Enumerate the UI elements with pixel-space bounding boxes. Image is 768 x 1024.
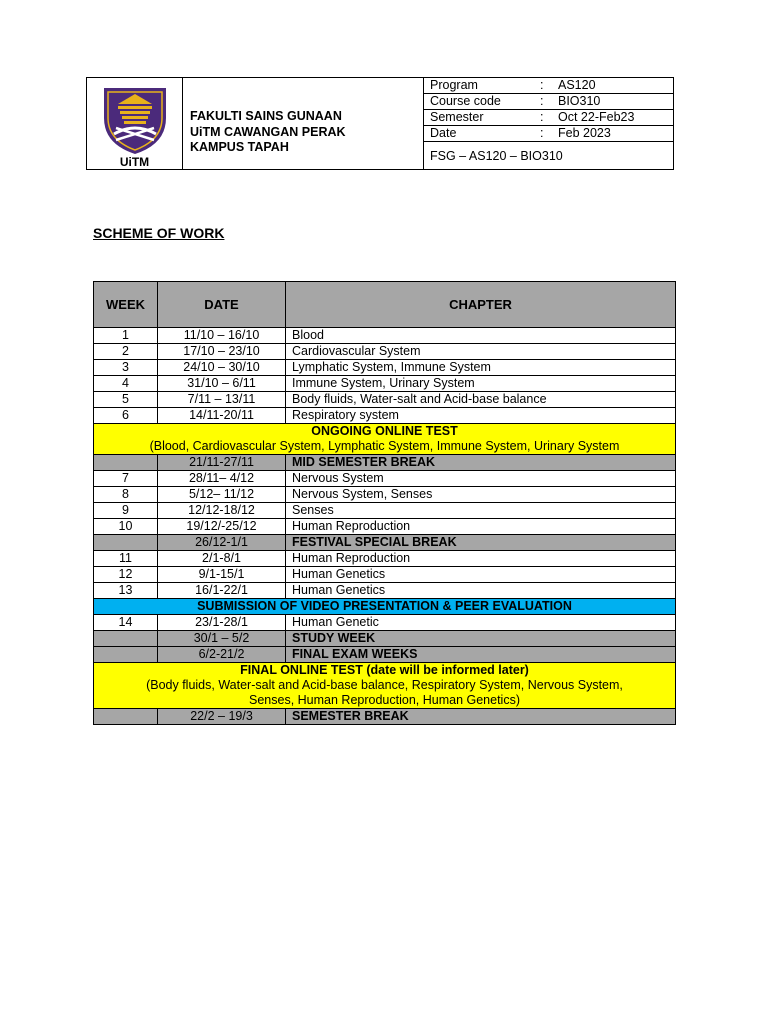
- table-row: [94, 487, 676, 503]
- banner-cell: [94, 599, 676, 615]
- date-cell: 21/11-27/11: [158, 455, 286, 471]
- chapter-cell: Nervous System, Senses: [286, 487, 676, 503]
- banner-line: ONGOING ONLINE TEST: [311, 424, 458, 438]
- faculty-line: FAKULTI SAINS GUNAAN: [190, 109, 342, 123]
- info-key: Date: [430, 126, 457, 140]
- date-cell: 31/10 – 6/11: [158, 376, 286, 392]
- info-sep: :: [540, 126, 544, 140]
- week-cell: 14: [94, 615, 158, 631]
- chapter-cell: Human Genetic: [286, 615, 676, 631]
- date-cell: 16/1-22/1: [158, 583, 286, 599]
- page-title: SCHEME OF WORK: [93, 225, 225, 241]
- chapter-cell: Lymphatic System, Immune System: [286, 360, 676, 376]
- table-header-row: [94, 282, 676, 328]
- banner-row: [94, 424, 676, 455]
- week-cell: [94, 631, 158, 647]
- chapter-cell: Senses: [286, 503, 676, 519]
- date-cell: 9/1-15/1: [158, 567, 286, 583]
- week-cell: 6: [94, 408, 158, 424]
- logo-cell: [87, 78, 183, 170]
- date-cell: 23/1-28/1: [158, 615, 286, 631]
- break-row: [94, 535, 676, 551]
- logo-text: UiTM: [119, 155, 150, 169]
- chapter-cell: Human Genetics: [286, 567, 676, 583]
- week-cell: 4: [94, 376, 158, 392]
- info-row: [424, 110, 674, 126]
- date-cell: 7/11 – 13/11: [158, 392, 286, 408]
- info-value: Feb 2023: [558, 126, 611, 140]
- chapter-cell: Respiratory system: [286, 408, 676, 424]
- banner-row: [94, 599, 676, 615]
- banner-line: (Blood, Cardiovascular System, Lymphatic System, Immune System, Urinary System: [149, 439, 620, 453]
- week-cell: 10: [94, 519, 158, 535]
- chapter-cell: Blood: [286, 328, 676, 344]
- table-row: [94, 503, 676, 519]
- week-cell: 2: [94, 344, 158, 360]
- header-chapter: CHAPTER: [286, 282, 676, 328]
- week-cell: 12: [94, 567, 158, 583]
- date-cell: 28/11– 4/12: [158, 471, 286, 487]
- week-cell: 8: [94, 487, 158, 503]
- week-cell: [94, 647, 158, 663]
- chapter-cell: Human Reproduction: [286, 519, 676, 535]
- date-cell: 11/10 – 16/10: [158, 328, 286, 344]
- info-sep: :: [540, 94, 544, 108]
- table-row: [94, 567, 676, 583]
- info-key: Course code: [430, 94, 501, 108]
- header-date: DATE: [158, 282, 286, 328]
- banner-cell: [94, 424, 676, 455]
- chapter-cell: MID SEMESTER BREAK: [286, 455, 676, 471]
- date-cell: 19/12/-25/12: [158, 519, 286, 535]
- week-cell: 7: [94, 471, 158, 487]
- table-row: [94, 583, 676, 599]
- chapter-cell: Cardiovascular System: [286, 344, 676, 360]
- banner-line: Senses, Human Reproduction, Human Genetics): [249, 693, 520, 707]
- table-row: [94, 551, 676, 567]
- info-key: Semester: [430, 110, 484, 124]
- info-sep: :: [540, 78, 544, 92]
- info-value: AS120: [558, 78, 596, 92]
- faculty-cell: [183, 78, 424, 170]
- chapter-cell: FINAL EXAM WEEKS: [286, 647, 676, 663]
- date-cell: 26/12-1/1: [158, 535, 286, 551]
- date-cell: 17/10 – 23/10: [158, 344, 286, 360]
- chapter-cell: STUDY WEEK: [286, 631, 676, 647]
- banner-cell: [94, 663, 676, 709]
- date-cell: 6/2-21/2: [158, 647, 286, 663]
- chapter-cell: SEMESTER BREAK: [286, 709, 676, 725]
- date-cell: 24/10 – 30/10: [158, 360, 286, 376]
- document-header: [86, 77, 674, 170]
- chapter-cell: Human Genetics: [286, 583, 676, 599]
- chapter-cell: Human Reproduction: [286, 551, 676, 567]
- break-row: [94, 631, 676, 647]
- banner-line: FINAL ONLINE TEST (date will be informed later): [240, 663, 529, 677]
- banner-row: [94, 663, 676, 709]
- info-sep: :: [540, 110, 544, 124]
- table-row: [94, 344, 676, 360]
- week-cell: [94, 455, 158, 471]
- info-row: [424, 78, 674, 94]
- week-cell: 9: [94, 503, 158, 519]
- chapter-cell: Immune System, Urinary System: [286, 376, 676, 392]
- info-value: BIO310: [558, 94, 601, 108]
- week-cell: 1: [94, 328, 158, 344]
- chapter-cell: Body fluids, Water-salt and Acid-base balance: [286, 392, 676, 408]
- date-cell: 14/11-20/11: [158, 408, 286, 424]
- week-cell: [94, 709, 158, 725]
- week-cell: 11: [94, 551, 158, 567]
- break-row: [94, 709, 676, 725]
- date-cell: 22/2 – 19/3: [158, 709, 286, 725]
- chapter-cell: FESTIVAL SPECIAL BREAK: [286, 535, 676, 551]
- table-row: [94, 392, 676, 408]
- break-row: [94, 647, 676, 663]
- uitm-logo: [98, 84, 172, 156]
- info-key: Program: [430, 78, 478, 92]
- week-cell: 5: [94, 392, 158, 408]
- course-info: [424, 78, 674, 170]
- break-row: [94, 455, 676, 471]
- faculty-line: UiTM CAWANGAN PERAK: [190, 125, 346, 139]
- info-row: [424, 94, 674, 110]
- table-row: [94, 615, 676, 631]
- week-cell: [94, 535, 158, 551]
- date-cell: 2/1-8/1: [158, 551, 286, 567]
- week-cell: 3: [94, 360, 158, 376]
- faculty-line: KAMPUS TAPAH: [190, 140, 289, 154]
- table-body: [94, 328, 676, 725]
- header-week: WEEK: [94, 282, 158, 328]
- table-row: [94, 328, 676, 344]
- date-cell: 12/12-18/12: [158, 503, 286, 519]
- table-row: [94, 360, 676, 376]
- table-row: [94, 471, 676, 487]
- banner-line: (Body fluids, Water-salt and Acid-base balance, Respiratory System, Nervous System,: [146, 678, 623, 692]
- table-row: [94, 376, 676, 392]
- document-code: FSG – AS120 – BIO310: [430, 149, 563, 163]
- chapter-cell: Nervous System: [286, 471, 676, 487]
- scheme-table: [93, 281, 676, 725]
- table-row: [94, 408, 676, 424]
- date-cell: 30/1 – 5/2: [158, 631, 286, 647]
- week-cell: 13: [94, 583, 158, 599]
- date-cell: 5/12– 11/12: [158, 487, 286, 503]
- banner-line: SUBMISSION OF VIDEO PRESENTATION & PEER EVALUATION: [197, 599, 572, 613]
- table-row: [94, 519, 676, 535]
- info-value: Oct 22-Feb23: [558, 110, 635, 124]
- info-row: [424, 126, 674, 142]
